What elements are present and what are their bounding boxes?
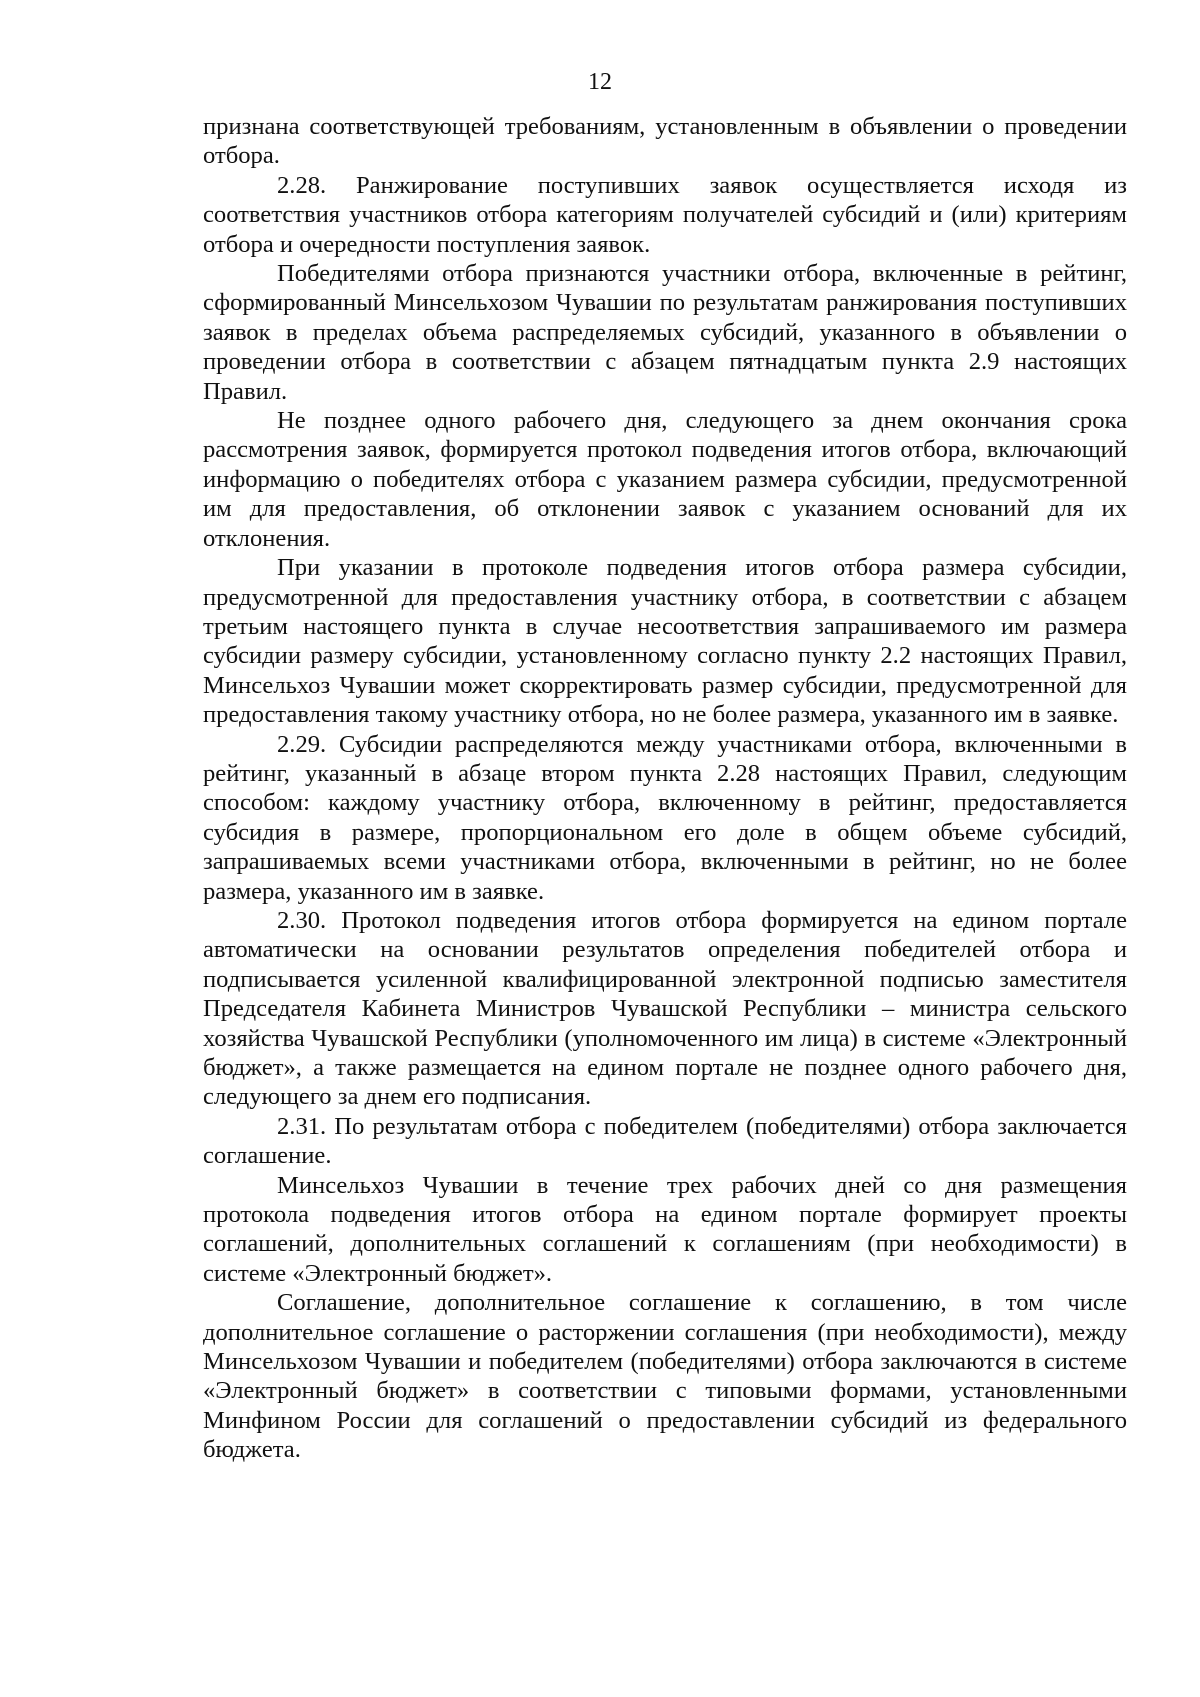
document-body [203,112,1127,1465]
paragraph: признана соответствующей требованиям, установленным в объявлении о проведении отбора. [203,113,1127,170]
paragraph: 2.28. Ранжирование поступивших заявок осуществляется исходя из соответствия участников отбора категориям получателей субсидий и (или) критериям отбора и очередности поступления заявок. [203,171,1127,258]
paragraph: 2.29. Субсидии распределяются между участниками отбора, включенными в рейтинг, указанный в абзаце втором пункта 2.28 настоящих Правил, следующим способом: каждому участнику отбора, включенному в рейтинг, предоставляется субсидия в размере, пропорциональном его доле в общем объеме субсидий, запрашиваемых всеми участниками отбора, включенными в рейтинг, но не более размера, указанного им в заявке. [203,730,1127,905]
paragraph: Победителями отбора признаются участники отбора, включенные в рейтинг, сформированный Минсельхозом Чувашии по результатам ранжирования поступивших заявок в пределах объема распределяемых субсидий, указанного в объявлении о проведении отбора в соответствии с абзацем пятнадцатым пункта 2.9 настоящих Правил. [203,260,1127,405]
paragraph: Не позднее одного рабочего дня, следующего за днем окончания срока рассмотрения заявок, формируется протокол подведения итогов отбора, включающий информацию о победителях отбора с указанием размера субсидии, предусмотренной им для предоставления, об отклонении заявок с указанием оснований для их отклонения. [203,407,1127,552]
paragraph: Минсельхоз Чувашии в течение трех рабочих дней со дня размещения протокола подведения итогов отбора на едином портале формирует проекты соглашений, дополнительных соглашений к соглашениям (при необходимости) в системе «Электронный бюджет». [203,1171,1127,1287]
paragraph: При указании в протоколе подведения итогов отбора размера субсидии, предусмотренной для предоставления участнику отбора, в соответствии с абзацем третьим настоящего пункта в случае несоответствия запрашиваемого им размера субсидии размеру субсидии, установленному согласно пункту 2.2 настоящих Правил, Минсельхоз Чувашии может скорректировать размер субсидии, предусмотренной для предоставления такому участнику отбора, но не более размера, указанного им в заявке. [203,554,1127,729]
paragraph: 2.31. По результатам отбора с победителем (победителями) отбора заключается соглашение. [203,1112,1127,1170]
paragraph: 2.30. Протокол подведения итогов отбора формируется на едином портале автоматически на основании результатов определения победителей отбора и подписывается усиленной квалифицированной электронной подписью заместителя Председателя Кабинета Министров Чувашской Республики – министра сельского хозяйства Чувашской Республики (уполномоченного им лица) в системе «Электронный бюджет», а также размещается на едином портале не позднее одного рабочего дня, следующего за днем его подписания. [203,906,1127,1111]
page-number: 12 [588,69,612,95]
paragraph: Соглашение, дополнительное соглашение к соглашению, в том числе дополнительное соглашение о расторжении соглашения (при необходимости), между Минсельхозом Чувашии и победителем (победителями) отбора заключаются в системе «Электронный бюджет» в соответствии с типовыми формами, установленными Минфином России для соглашений о предоставлении субсидий из федерального бюджета. [203,1289,1127,1464]
